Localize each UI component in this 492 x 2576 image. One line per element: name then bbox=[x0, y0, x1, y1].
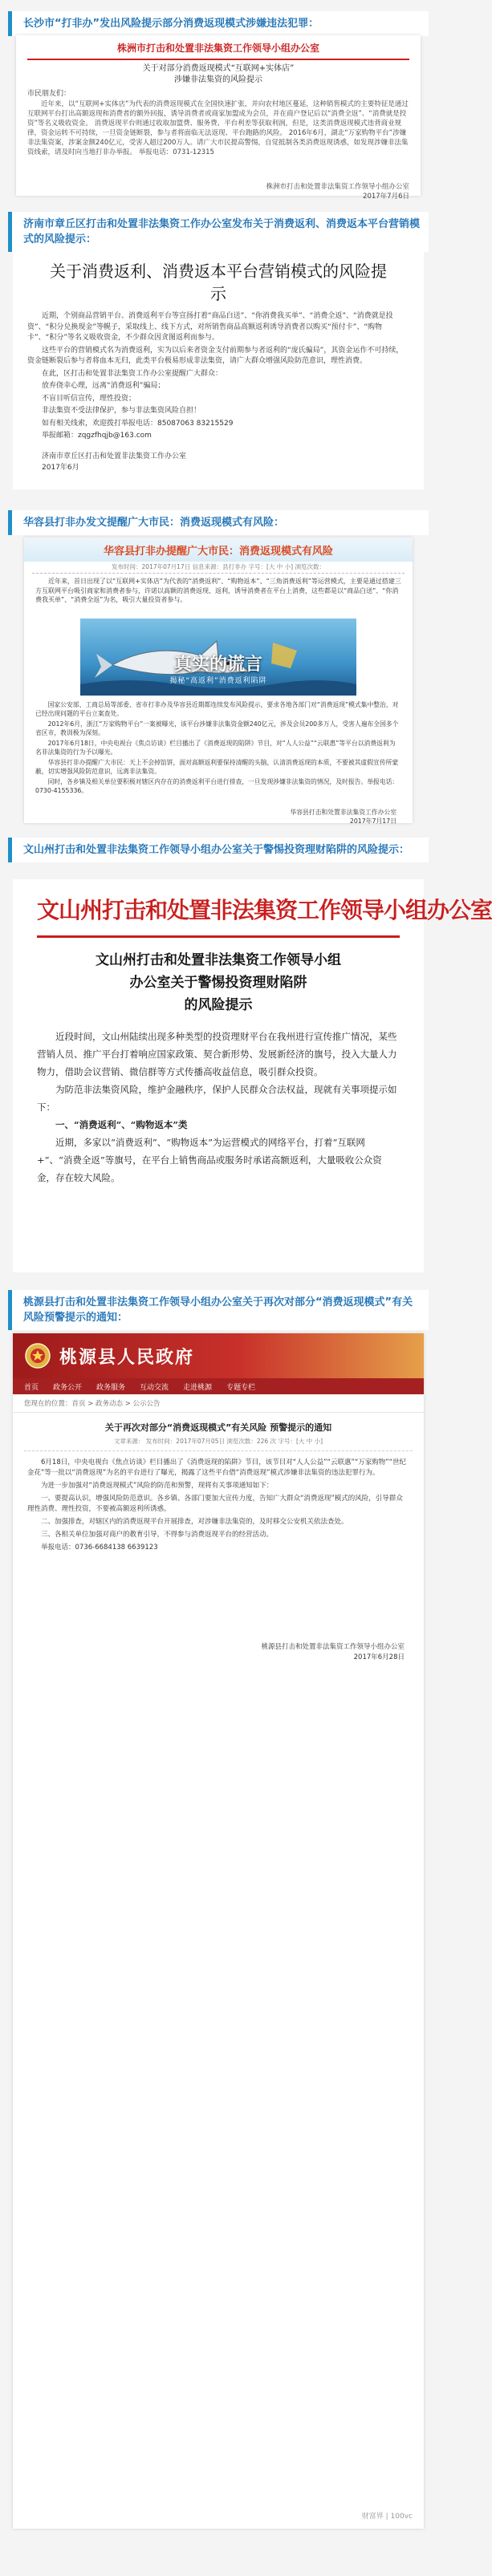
notice-body bbox=[27, 99, 409, 181]
section-header: 济南市章丘区打击和处置非法集资工作办公室发布关于消费返利、消费返本平台营销模式的风险提示： bbox=[8, 212, 429, 252]
article-body bbox=[24, 697, 413, 808]
nav-item-about[interactable]: 走进桃源 bbox=[183, 1383, 213, 1392]
site-name: 桃源县人民政府 bbox=[59, 1347, 195, 1368]
article-body bbox=[13, 1451, 424, 1642]
nav-item-services[interactable]: 政务服务 bbox=[96, 1383, 126, 1392]
article-intro: 近年来，首日出现了以“互联网+实体店”为代表的“消费返利”、“购物返本”、“三角消费返利”等运营模式，主要是通过搭建三方互联网平台吸引商家和消费者参与，许诺以高额的消费返现、返利，诱导消费者在平台上消费，这些都是以“商品白送”、“你消费我买单”、“消费全返”为名，吸引大量投资者参与。 bbox=[35, 578, 401, 603]
body-paragraph: 6月18日，中央电视台《焦点访谈》栏目播出了《消费返现的陷阱》节目，该节目对“人人公益”“云联惠”“万家购物”“世纪金花”等一批以“消费返现”为名的平台进行了曝光，揭露了这些平台借“消费返现”模式涉嫌非法集资的违法犯罪行为。 bbox=[27, 1458, 407, 1477]
body-paragraph: 华容县打非办提醒广大市民：天上不会掉馅饼，面对高额返利要保持清醒的头脑，认清消费返现的本质，不要被其虚假宣传所蒙蔽，切实增强风险防范意识，远离非法集资。 bbox=[35, 759, 399, 775]
body-paragraph: 非法集资不受法律保护，参与非法集资风险自担！ bbox=[42, 407, 201, 415]
article-title: 关于再次对部分“消费返现模式”有关风险 预警提示的通知 bbox=[104, 1422, 332, 1433]
section-header: 长沙市“打非办”发出风险提示部分消费返现模式涉嫌违法犯罪： bbox=[8, 11, 429, 36]
body-paragraph: 在此，区打击和处置非法集资工作办公室提醒广大群众： bbox=[42, 369, 223, 378]
notice-card bbox=[16, 35, 421, 201]
illustration-image bbox=[80, 619, 356, 696]
signature: 桃源县打击和处置非法集资工作领导小组办公室 bbox=[261, 1643, 405, 1651]
body-paragraph: 放弃侥幸心理，远离“消费返利”骗局； bbox=[42, 382, 165, 390]
doc-title-line-2: 办公室关于警惕投资理财陷阱 bbox=[129, 975, 307, 991]
body-paragraph: 为进一步加强对“消费返现模式”风险的防范和预警，现将有关事项通知如下： bbox=[41, 1482, 274, 1490]
body-paragraph: 一、要提高认识，增强风险防范意识。各乡镇、各部门要加大宣传力度，告知广大群众“消费返现”模式的风险，引导群众理性消费、理性投资，不要被高额返利所诱惑。 bbox=[27, 1495, 403, 1513]
section-taoyuan bbox=[0, 1284, 437, 2576]
signature: 华容县打击和处置非法集资工作办公室 bbox=[290, 809, 396, 816]
article-card bbox=[24, 538, 413, 823]
signature: 济南市章丘区打击和处置非法集资工作办公室 bbox=[42, 452, 187, 460]
date: 2017年7月17日 bbox=[349, 817, 396, 825]
notice-card bbox=[13, 252, 424, 489]
body-paragraph: 三、各相关单位加强对商户的教育引导，不得参与消费返现平台的经营活动。 bbox=[41, 1531, 274, 1539]
banner-title: 华容县打非办提醒广大市民：消费返现模式有风险 bbox=[103, 545, 333, 558]
body-paragraph: 同时，各乡镇及相关单位要积极对辖区内存在的消费返利平台进行排查，一旦发现涉嫌非法集资的情况，及时报告。举报电话：0730-4155336。 bbox=[35, 778, 399, 794]
hotline: 如有相关线索，欢迎拨打举报电话：85087063 83215529 bbox=[42, 419, 234, 428]
body-paragraph: 消费返现平台则通过收取加盟费、服务费、平台利差等获取利润，但是，这类消费返现模式违背商业规律，资金运转不可持续，一旦资金链断裂，参与者将面临无法返现、平台跑路的风险。 bbox=[27, 120, 402, 137]
section-changsha bbox=[0, 0, 437, 202]
date: 2017年6月 bbox=[42, 464, 79, 472]
site-nav bbox=[13, 1378, 424, 1394]
red-divider bbox=[37, 935, 400, 938]
section-header: 华容县打非办发文提醒广大市民：消费返现模式有风险： bbox=[8, 510, 429, 535]
nav-item-gov-affairs[interactable]: 政务公开 bbox=[53, 1383, 83, 1392]
section-header: 桃源县打击和处置非法集资工作领导小组办公室关于再次对部分“消费返现模式”有关风险预警提示的通知： bbox=[8, 1290, 429, 1330]
body-paragraph: 不盲目听信宣传，理性投资； bbox=[42, 394, 136, 403]
point-body: 近期，多家以“消费返利”、“购物返本”为运营模式的网络平台，打着“互联网+”、“消费全返”等旗号，在平台上销售商品或服务时承诺高额返利，大量吸收公众资金，存在较大风险。 bbox=[37, 1137, 382, 1183]
body-paragraph: 2016年6月，湖北“万家购物平台”涉嫌非法集资案，涉案金额240亿元，受害人超过200万人。请广大市民提高警惕，自觉抵制各类消费返现诱惑，如发现涉嫌非法集资线索，请及时向当地打非办举报。 bbox=[27, 129, 409, 156]
body-paragraph: 2012年6月，浙江“万家购物平台”一案被曝光，该平台涉嫌非法集资金额240亿元，涉及会员200多万人，受害人遍布全国多个省区市，教训极为深刻。 bbox=[35, 720, 399, 736]
doc-title: 关于消费返利、消费返本平台营销模式的风险提示 bbox=[50, 262, 387, 303]
body-paragraph: 近期，个别商品营销平台、消费返利平台等宣扬打着“商品白送”、“你消费我买单”、“消费全返”、“消费就是投资”、“积分兑换现金”等幌子，采取线上、线下方式，对所销售商品高额返利诱导消费者以购买“预付卡”、“购物卡”、“积分”等名义吸收资金，不少群众因贪图返利而参与。 bbox=[27, 312, 393, 342]
notice-body bbox=[27, 311, 409, 448]
section-header: 文山州打击和处置非法集资工作领导小组办公室关于警惕投资理财陷阱的风险提示： bbox=[8, 838, 429, 862]
illustration-title: 真实的谎言 bbox=[173, 655, 262, 675]
body-paragraph: 国家公安部、工商总局等部委、省市打非办及华容县近期都连续发布风险提示，要求各地各部门对“消费返现”模式集中整治，对已经出现问题的平台立案查处。 bbox=[35, 701, 399, 717]
breadcrumb: 您现在的位置：首页 > 政务动态 > 公示公告 bbox=[13, 1394, 424, 1413]
greeting: 市民朋友们： bbox=[27, 90, 71, 98]
body-paragraph: 近段时间，文山州陆续出现多种类型的投资理财平台在我州进行宣传推广情况，某些营销人员、推广平台打着响应国家政策、契合新形势、发展新经济的旗号，投入大量人力物力，借助会议营销、微信群等方式传播高收益信息，吸引群众投资。 bbox=[37, 1031, 397, 1077]
nav-item-topics[interactable]: 专题专栏 bbox=[226, 1383, 256, 1392]
gov-webpage bbox=[13, 1333, 424, 2529]
doc-subtitle: 关于对部分消费返现模式“互联网+实体店” bbox=[142, 64, 295, 73]
national-emblem-icon bbox=[24, 1342, 51, 1369]
watermark: 财富界 | 100vc bbox=[361, 2513, 413, 2521]
article-banner bbox=[24, 538, 413, 562]
body-paragraph: 举报电话：0731-12315 bbox=[138, 148, 214, 156]
email: 举报邮箱：zqgzfhqjb@163.com bbox=[42, 432, 152, 440]
org-title: 株洲市打击和处置非法集资工作领导小组办公室 bbox=[116, 43, 319, 54]
section-huarong bbox=[0, 499, 437, 828]
hotline: 举报电话：0736-6684138 6639123 bbox=[41, 1544, 158, 1552]
nav-item-home[interactable]: 首页 bbox=[24, 1383, 39, 1392]
body-paragraph: 近年来，以“互联网+实体店”为代表的消费返现模式在全国快速扩张，并向农村地区蔓延，这种销售模式的主要特征是通过互联网平台打出高额返现和消费者的额外回报，诱导消费者或商家加盟成为会员，并在商户登记后以“消费全返”、“消费就是投资”等名义吸收资金。 bbox=[27, 100, 409, 128]
notice-body bbox=[37, 1028, 400, 1185]
body-paragraph: 这些平台的营销模式名为消费返利，实为以后来者资金支付前期参与者返利的“庞氏骗局”，其资金运作不可持续，资金链断裂后参与者将血本无归，此类平台极易形成非法集资，请广大群众增强风险防范意识，理性消费。 bbox=[27, 346, 404, 365]
nav-item-interaction[interactable]: 互动交流 bbox=[140, 1383, 169, 1392]
body-paragraph: 为防范非法集资风险，维护金融秩序，保护人民群众合法权益，现就有关事项提示如下： bbox=[37, 1084, 397, 1113]
article-meta: 文章来源： 发布时间：2017年07月05日 浏览次数：226 次 字号：[大 中 小] bbox=[24, 1437, 413, 1451]
doc-title-line-1: 文山州打击和处置非法集资工作领导小组 bbox=[96, 952, 341, 968]
org-banner: 文山州打击和处置非法集资工作领导小组办公室 bbox=[37, 897, 492, 923]
signature: 株洲市打击和处置非法集资工作领导小组办公室 bbox=[266, 183, 409, 191]
date: 2017年7月6日 bbox=[363, 193, 409, 201]
date: 2017年6月28日 bbox=[353, 1653, 405, 1661]
body-paragraph: 二、加强排查，对辖区内的消费返现平台开展排查，对涉嫌非法集资的，及时移交公安机关依法查处。 bbox=[41, 1518, 348, 1526]
illustration-subtitle: 揭秘“高返利”消费返利陷阱 bbox=[169, 677, 267, 685]
doc-title-line-3: 的风险提示 bbox=[184, 997, 253, 1013]
section-wenshan bbox=[0, 831, 492, 1280]
site-header bbox=[13, 1333, 424, 1378]
section-zhangqiu bbox=[0, 207, 437, 496]
body-paragraph: 2017年6月18日，中央电视台《焦点访谈》栏目播出了《消费返现的陷阱》节目，对“人人公益”“云联惠”等平台以消费返利为名非法集资的行为予以曝光。 bbox=[35, 740, 396, 756]
point-title: 一、“消费返利”、“购物返本”类 bbox=[55, 1119, 188, 1130]
divider bbox=[27, 59, 409, 60]
notice-card bbox=[13, 879, 492, 1272]
article-meta: 发布时间：2017年07月17日 信息来源：县打非办 字号：[大 中 小] 浏览次数： bbox=[32, 562, 405, 574]
doc-subtitle-2: 涉嫌非法集资的风险提示 bbox=[174, 75, 262, 84]
